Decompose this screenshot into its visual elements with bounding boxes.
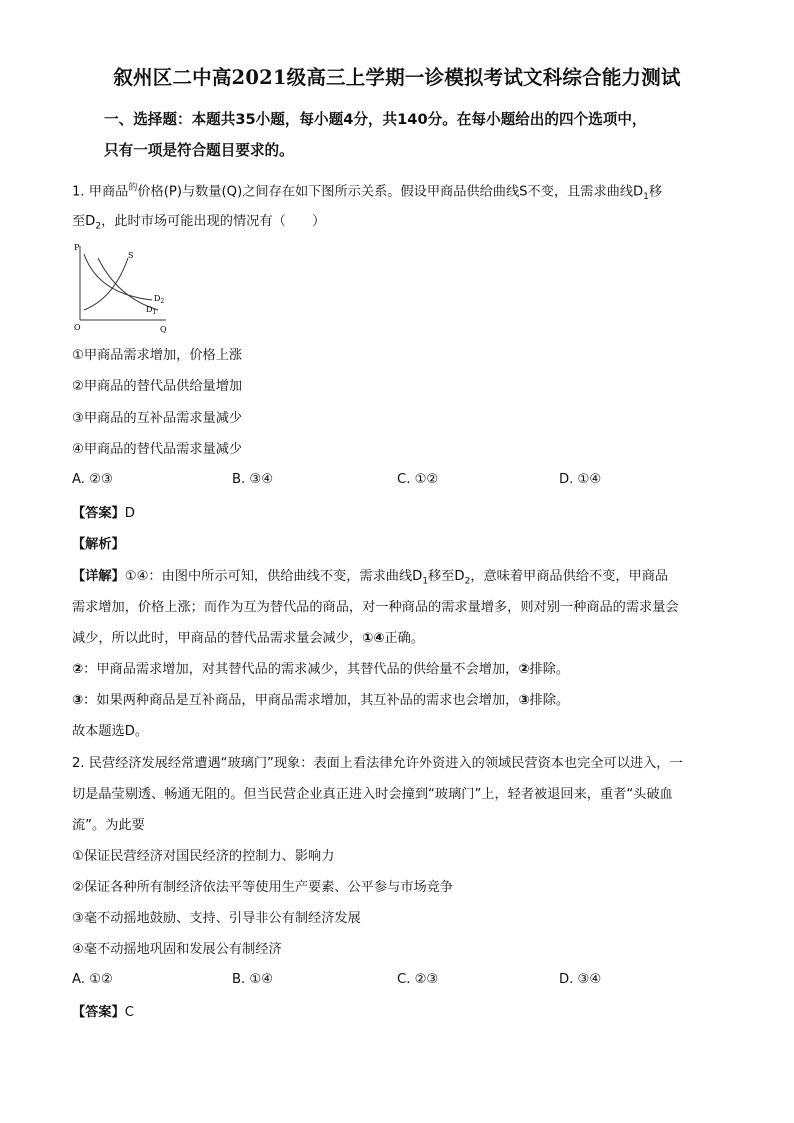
q1-detail-line-4 [72,660,569,680]
q1-supply-demand-graph [70,238,180,338]
answer-value: D [124,506,135,521]
answer-value: C [124,1005,134,1020]
detail-text: ①④：由图中所示可知，供给曲线不变，需求曲线D [124,569,423,584]
detail-bold: ② [72,662,84,677]
q1-detail-line-3 [72,629,424,649]
q1-stem-sub: 2 [95,221,102,232]
q1-item-1: ①甲商品需求增加，价格上涨 [72,348,243,363]
q1-item-4: ④甲商品的替代品需求量减少 [72,442,243,457]
q1-stem-text: ，此时市场可能出现的情况有（ ） [101,214,326,229]
section-heading-line-1: 一、选择题：本题共35小题，每小题4分，共140分。在每小题给出的四个选项中， [104,111,647,128]
q1-stem-text: 移 [648,184,663,200]
section-heading [104,104,724,166]
q1-stem-line-1 [72,178,662,207]
detail-bold: ③ [518,693,530,708]
detail-text: 移至D [428,569,465,584]
detail-bold: ①④ [362,631,385,646]
q2-stem-line-1: 2. 民营经济发展经常遭遇“玻璃门”现象：表面上看法律允许外资进入的领域民营资本也完全可以进入，一 [72,756,683,771]
detail-text: 减少，所以此时，甲商品的替代品需求量会减少， [72,631,363,646]
q2-item-1: ①保证民营经济对国民经济的控制力、影响力 [72,849,335,864]
q1-analysis [72,535,125,555]
q1-stem-sup: 的 [128,183,138,193]
label-q: Q [160,325,167,334]
q1-detail-line-2: 需求增加，价格上涨；而作为互为替代品的商品，对一种商品的需求量增多，则对别一种商品的需求量会 [72,600,679,615]
q1-answer [72,504,135,524]
section-heading-line-2: 只有一项是符合题目要求的。 [104,142,294,159]
answer-tag: 【答案】 [72,1005,125,1020]
curve-d2 [84,254,152,300]
q2-answer [72,1003,134,1023]
q1-stem-text: 1. 甲商品 [72,184,129,200]
detail-text: 排除。 [529,693,570,708]
q2-option-c: C. ②③ [397,972,439,987]
q1-option-a: A. ②③ [72,472,113,487]
q1-option-b: B. ③④ [232,472,274,487]
q2-option-a: A. ①② [72,972,113,987]
q1-detail-line-1 [72,567,668,592]
label-p: P [74,243,80,252]
q1-stem-line-2 [72,212,325,237]
q1-conclusion: 故本题选D。 [72,724,149,739]
q1-stem-text: 至D [72,214,96,229]
q1-option-c: C. ①② [397,472,439,487]
label-d1: $D_1$ [146,305,157,316]
q2-item-4: ④毫不动摇地巩固和发展公有制经济 [72,942,282,957]
detail-text: ：甲商品需求增加，对其替代品的需求减少，其替代品的供给量不会增加， [83,662,519,677]
q2-stem-line-2: 切是晶莹剔透、畅通无阻的。但当民营企业真正进入时会撞到“玻璃门”上，轻者被退回来，重者“头破血 [72,787,673,802]
detail-text: 排除。 [529,662,570,677]
label-s: S [128,251,134,260]
q1-stem-sub: 1 [643,192,649,203]
q2-item-3: ③毫不动摇地鼓励、支持、引导非公有制经济发展 [72,911,361,926]
page-title: 叙州区二中高2021级高三上学期一诊模拟考试文科综合能力测试 [113,66,681,89]
q1-detail-line-5 [72,691,569,711]
curve-d1 [98,258,158,310]
detail-sub: 1 [422,576,429,587]
detail-bold: ② [518,662,530,677]
q1-option-d: D. ①④ [559,472,602,487]
detail-text: ，意味着甲商品供给不变，甲商品 [470,569,669,584]
q2-option-d: D. ③④ [559,972,602,987]
q1-item-3: ③甲商品的互补品需求量减少 [72,411,243,426]
answer-tag: 【答案】 [72,506,125,521]
detail-text: ：如果两种商品是互补商品，甲商品需求增加，其互补品的需求也会增加， [83,693,519,708]
detail-text: 正确。 [384,631,425,646]
q1-stem-text: 价格(P)与数量(Q)之间存在如下图所示关系。假设甲商品供给曲线S不变，且需求曲线D [137,184,644,200]
label-origin: O [74,323,81,332]
detail-tag: 【详解】 [72,569,125,584]
analysis-tag: 【解析】 [72,537,125,552]
q2-stem-line-3: 流”。为此要 [72,818,145,833]
q2-item-2: ②保证各种所有制经济依法平等使用生产要素、公平参与市场竞争 [72,880,454,895]
q2-option-b: B. ①④ [232,972,274,987]
label-d2: $D_2$ [154,294,165,305]
detail-sub: 2 [464,576,471,587]
q1-item-2: ②甲商品的替代品供给量增加 [72,379,243,394]
detail-bold: ③ [72,693,84,708]
